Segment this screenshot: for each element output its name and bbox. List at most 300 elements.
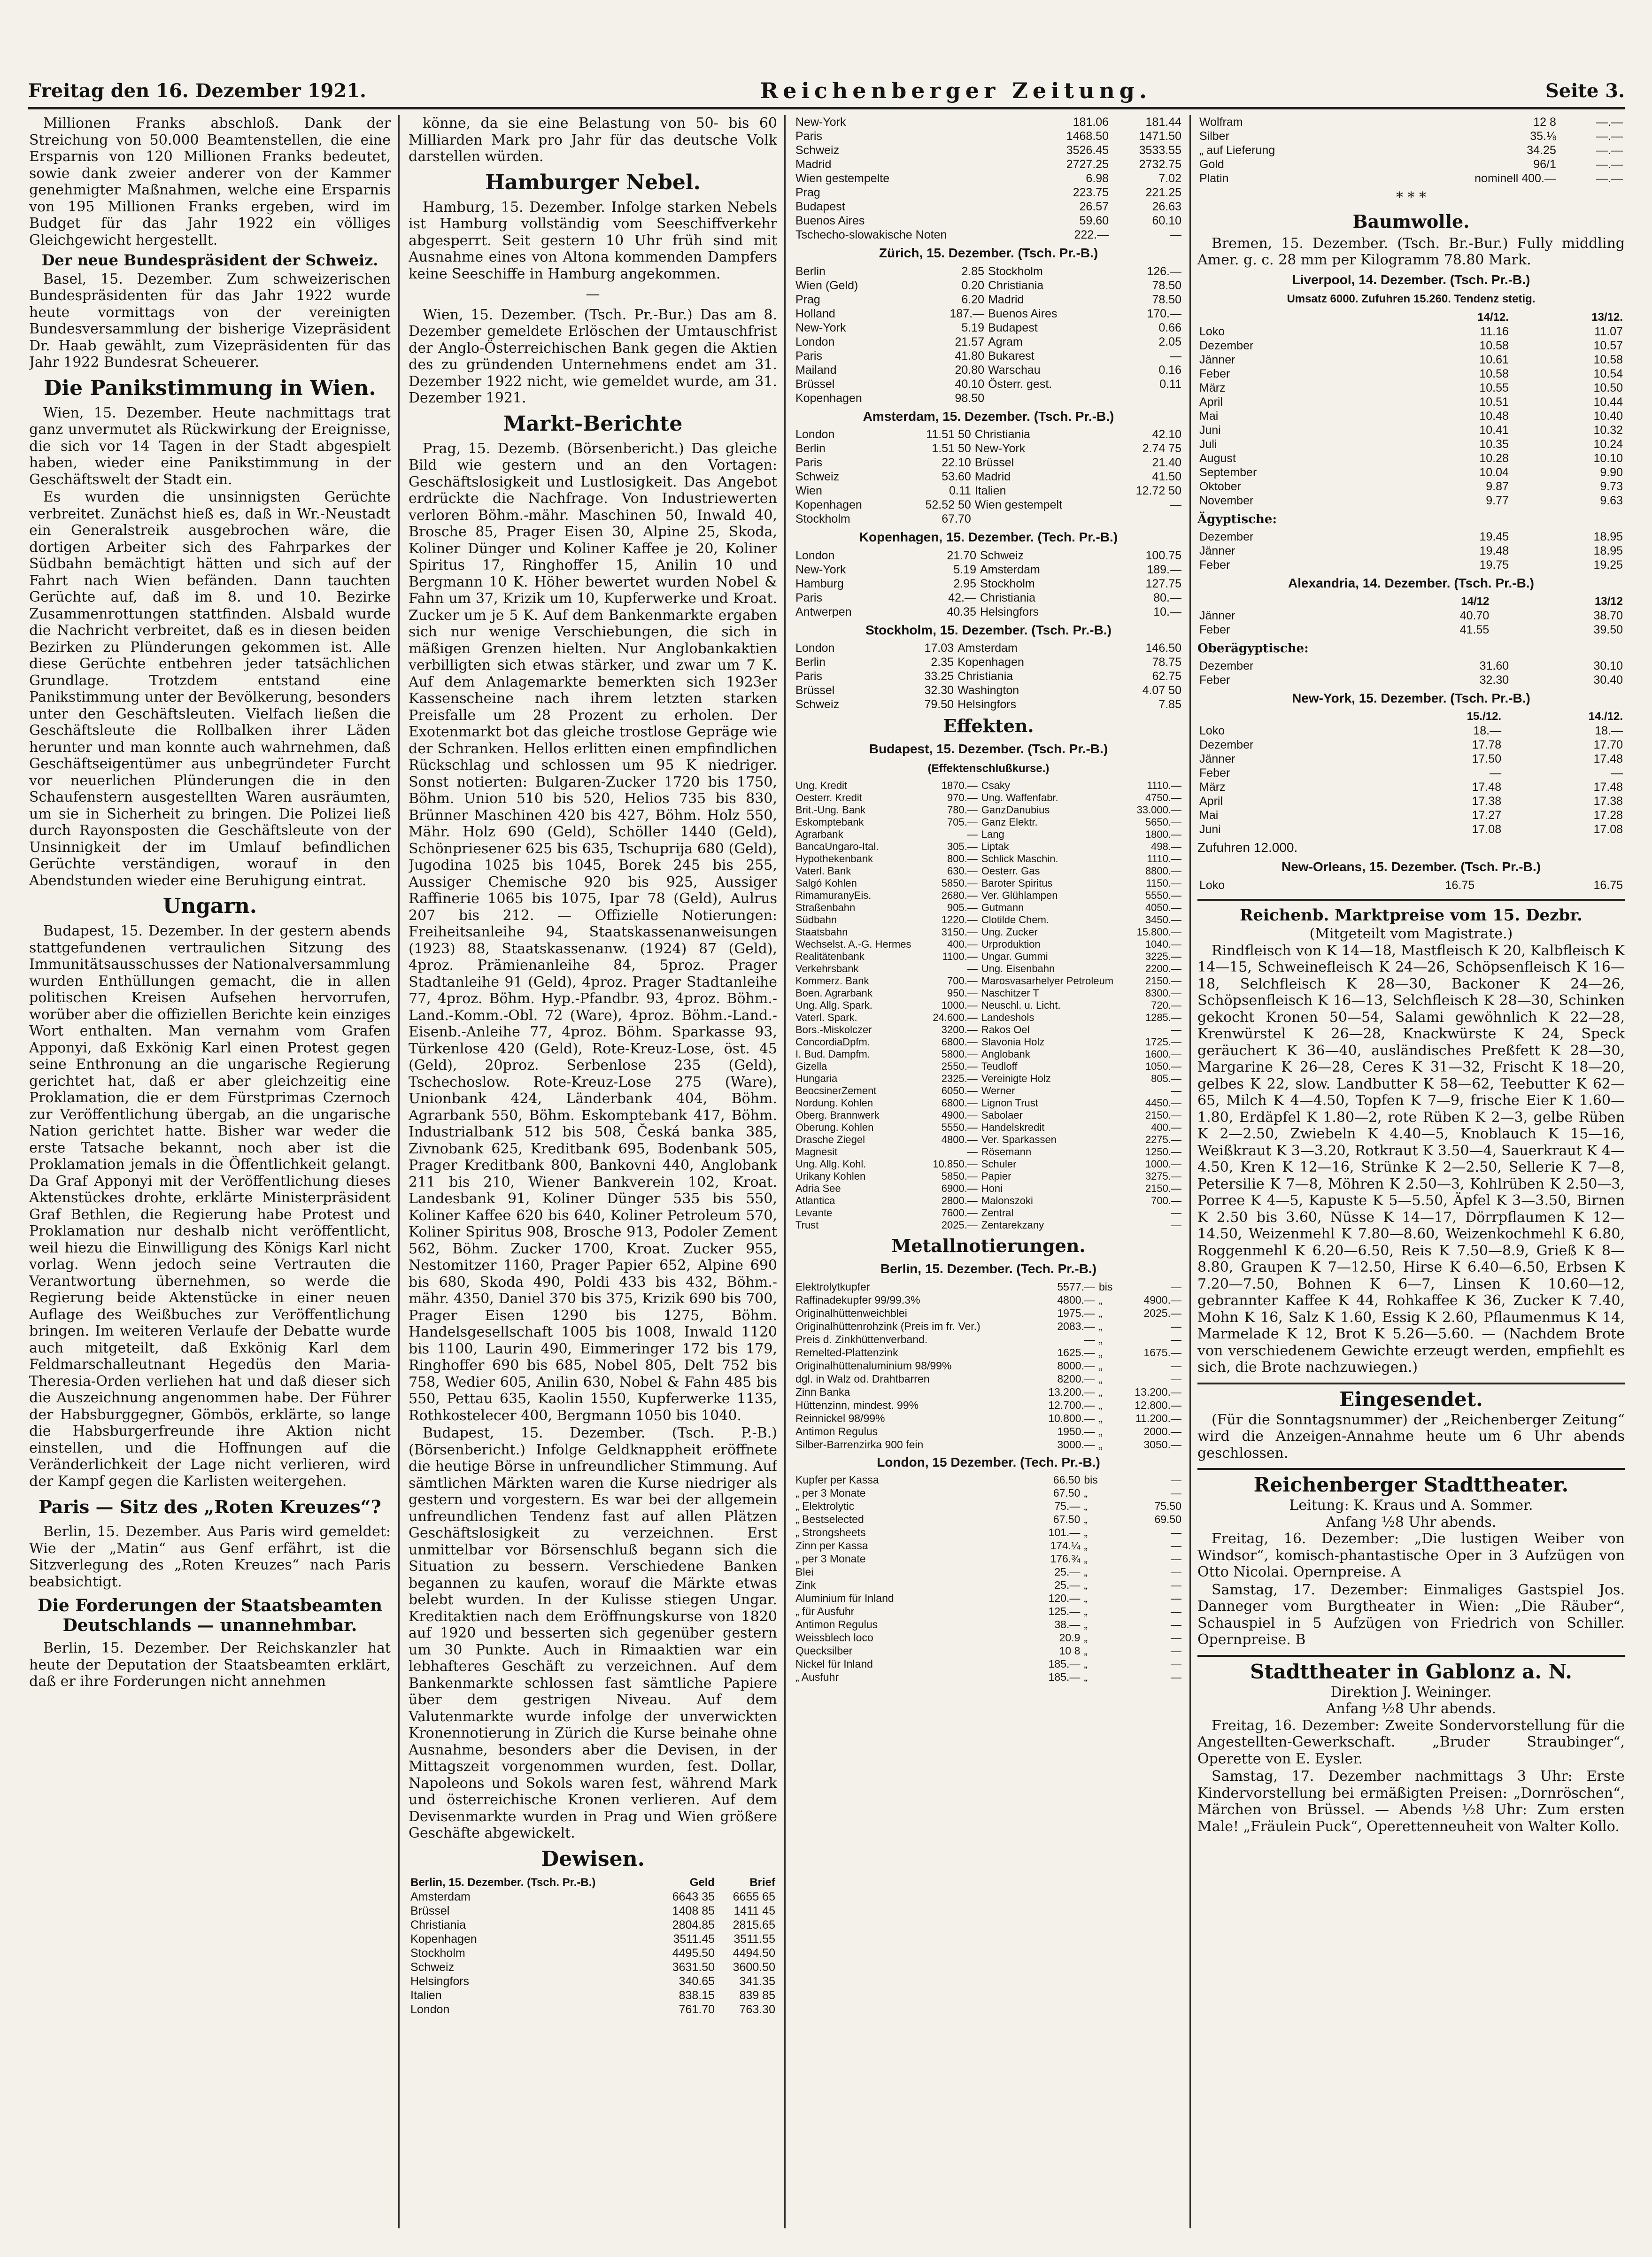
table-cell: 10.58 [1479, 367, 1509, 380]
table-cell: Boen. Agrarbank [795, 987, 872, 999]
table-cell: — [1171, 1320, 1181, 1332]
table-cell: Gizella [795, 1060, 827, 1072]
table-cell: Baroter Spiritus [981, 877, 1053, 889]
theater-direction: Leitung: K. Kraus und A. Sommer. [1289, 1497, 1533, 1514]
table-cell: BeocsinerZement [795, 1085, 877, 1097]
table-cell: „ [1098, 1293, 1103, 1306]
table-row [794, 1280, 1183, 1293]
table-row [1197, 738, 1625, 752]
table-row [794, 889, 1183, 902]
table-row [1197, 673, 1625, 687]
table-row [1197, 558, 1625, 572]
table-cell: 11.200.— [1135, 1412, 1181, 1424]
table-cell: Quecksilber [795, 1645, 853, 1657]
market-prices-box [1197, 899, 1625, 1376]
table-cell: 17.27 [1472, 808, 1502, 822]
table-cell: 10.35 [1479, 437, 1509, 451]
table-cell: 189.— [1147, 563, 1181, 576]
table-cell: 6050.— [941, 1085, 978, 1097]
table-cell: 41.50 [1152, 470, 1181, 483]
table-cell: 221.25 [1145, 186, 1181, 199]
table-cell: Jänner [1199, 752, 1235, 765]
column-rule [784, 115, 786, 2228]
table-cell: 2025.— [941, 1219, 978, 1231]
table-cell: 2680.— [941, 889, 978, 901]
table-note: Zufuhren 12.000. [1197, 840, 1298, 855]
table-cell: Loko [1199, 878, 1225, 892]
table-cell: 75.50 [1154, 1500, 1181, 1512]
table-cell: Wien gestempelte [795, 172, 890, 185]
table-cell: Silber [1199, 130, 1229, 143]
table-cell: 1150.— [1146, 877, 1181, 889]
table-cell: Neuschl. u. Licht. [981, 999, 1061, 1011]
table-row [794, 1526, 1183, 1539]
table-cell: 1000.— [1145, 1158, 1181, 1170]
table-cell: Ungar. Gummi [981, 951, 1048, 962]
table-cell: 31.60 [1479, 659, 1509, 672]
table-cell: 1050.— [1145, 1060, 1181, 1072]
table-row [794, 278, 1183, 293]
table-cell: Reinnickel 98/99% [795, 1412, 885, 1424]
table-cell: 13.200.— [1135, 1385, 1181, 1398]
table-cell: Tschecho-slowakische Noten [795, 228, 947, 241]
table-row [1197, 143, 1625, 157]
table-cell: Nickel für Inland [795, 1658, 873, 1670]
table-cell: 400.— [947, 938, 978, 950]
table-cell: Aluminium für Inland [795, 1592, 894, 1604]
table-cell: 125.— [1048, 1605, 1081, 1617]
article-text: könne, da sie eine Belastung von 50- bis 60 Milliarden Mark pro Jahr für das deutsche Volk darstellen würden. [409, 115, 777, 165]
table-cell: 101.— [1048, 1526, 1081, 1538]
table-cell: — [1170, 228, 1181, 241]
table-cell: Italien [410, 1988, 442, 2002]
table-cell: Hypothekenbank [795, 853, 873, 865]
table-row [1197, 353, 1625, 367]
table-cell: Kommerz. Bank [795, 975, 869, 987]
table-row [1197, 115, 1625, 129]
table-cell: April [1199, 395, 1223, 409]
table-cell: Loko [1199, 724, 1225, 737]
table-cell: 67.70 [942, 512, 971, 526]
table-cell: 181.06 [1073, 116, 1109, 129]
table-cell: „ für Ausfuhr [795, 1605, 855, 1617]
table-cell: New-York [795, 116, 846, 129]
table-row [794, 143, 1183, 157]
table-cell: Magnesit [795, 1146, 838, 1158]
table-cell: Schweiz [980, 549, 1024, 562]
table-cell: — [1171, 1605, 1181, 1617]
table-cell: „ [1084, 1553, 1088, 1565]
table-row [794, 1412, 1183, 1425]
table-cell: 9.63 [1600, 494, 1623, 507]
table-cell: 52.52 50 [925, 498, 971, 511]
table-cell: „ Ausfuhr [795, 1671, 839, 1683]
table-row [794, 484, 1183, 498]
header-page-number: Seite 3. [1545, 79, 1625, 102]
table-row [409, 1974, 777, 1988]
table-cell: „ [1084, 1605, 1088, 1617]
table-cell: Warschau [988, 363, 1041, 377]
table-cell: 2150.— [1145, 975, 1181, 987]
table-cell: Brüssel [974, 456, 1014, 469]
table-title: Liverpool, 14. Dezember. (Tsch. Pr.-B.) [1292, 272, 1530, 287]
table-cell: Slavonia Holz [981, 1036, 1045, 1048]
table-cell: 6800.— [941, 1097, 978, 1109]
table-cell: Rakos Oel [981, 1024, 1030, 1036]
table-cell: 5550.— [941, 1121, 978, 1133]
table-row [794, 902, 1183, 914]
table-cell: 13.200.— [1048, 1385, 1095, 1398]
table-cell: „ [1098, 1412, 1103, 1424]
table-cell: Oberung. Kohlen [795, 1121, 874, 1133]
table-cell: „ per 3 Monate [795, 1553, 866, 1565]
table-row [794, 456, 1183, 470]
table-cell: 10.24 [1593, 437, 1623, 451]
table-row [794, 1631, 1183, 1644]
table-cell: Platin [1199, 172, 1229, 185]
table-row [794, 512, 1183, 526]
table-cell: Vaterl. Spark. [795, 1012, 857, 1023]
table-cell: „ [1084, 1513, 1088, 1525]
column-rule [398, 115, 400, 2228]
table-cell: 78.75 [1152, 656, 1181, 669]
table-row [409, 1918, 777, 1932]
table-cell: 2275.— [1145, 1134, 1181, 1145]
table-cell: Buenos Aires [988, 307, 1058, 320]
table-cell: 30.10 [1593, 659, 1623, 672]
table-cell: Weissblech loco [795, 1631, 873, 1644]
table-cell: 8800.— [1145, 865, 1181, 877]
table-cell: — [1171, 1207, 1181, 1219]
table-cell: 5850.— [941, 877, 978, 889]
table-cell: „ Strongsheets [795, 1526, 866, 1538]
table-cell: Dezember [1199, 738, 1254, 751]
table-cell: 1100.— [942, 951, 978, 962]
table-header-row [1197, 310, 1625, 325]
table-cell: 10.54 [1593, 367, 1623, 380]
table-row [794, 1539, 1183, 1552]
table-cell: 11.07 [1594, 325, 1623, 338]
table-cell: 10.04 [1479, 465, 1509, 479]
table-cell: 10 8 [1059, 1645, 1081, 1657]
table-cell: Oesterr. Kredit [795, 792, 862, 804]
table-row [794, 1486, 1183, 1500]
table-cell: 1110.— [1147, 780, 1181, 791]
table-row [794, 951, 1183, 963]
table-cell: Handelskredit [981, 1121, 1045, 1133]
table-cell: London [795, 428, 835, 441]
table-cell: 2732.75 [1139, 158, 1181, 171]
table-cell: September [1199, 465, 1257, 479]
table-cell: 79.50 [924, 698, 954, 711]
table-cell: 22.10 [942, 456, 971, 469]
table-cell: — [1171, 1631, 1181, 1644]
table-cell: 25.— [1054, 1579, 1081, 1591]
table-row [794, 321, 1183, 335]
article-heading: Reichenb. Marktpreise vom 15. Dezbr. [1240, 905, 1583, 925]
table-row [794, 1158, 1183, 1170]
table-row [794, 1024, 1183, 1036]
table-cell: Berlin [795, 264, 826, 278]
table-row [794, 427, 1183, 441]
table-cell: 96/1 [1533, 158, 1556, 171]
table-cell: 34.25 [1527, 144, 1556, 157]
table-row [794, 792, 1183, 804]
table-cell: Wien gestempelt [974, 498, 1062, 511]
table-cell: 2025.— [1143, 1306, 1181, 1319]
table-cell: 2150.— [1145, 1109, 1181, 1121]
table-cell: Trust [795, 1219, 819, 1231]
table-cell: Vereinigte Holz [981, 1073, 1051, 1084]
table-cell: Mailand [795, 363, 837, 377]
table-cell: Salgó Kohlen [795, 877, 857, 889]
table-cell: „ [1098, 1333, 1103, 1345]
table-cell: Christiania [957, 670, 1013, 683]
table-cell: 5.19 [953, 563, 976, 576]
table-row [794, 1195, 1183, 1207]
table-header: 13/12 [1594, 595, 1623, 608]
table-cell: 19.25 [1593, 558, 1623, 572]
table-cell: „ [1084, 1566, 1088, 1578]
table-row [794, 214, 1183, 228]
table-cell: 17.48 [1593, 752, 1623, 765]
table-row [794, 186, 1183, 200]
table-row [794, 1605, 1183, 1618]
article-text: Berlin, 15. Dezember. Aus Paris wird gemeldet: Wie der „Matin“ aus Genf erfährt, ist die Sitzverlegung des „Roten Kreuzes“ nach Paris beabsichtigt. [29, 1523, 391, 1590]
table-row [794, 129, 1183, 143]
table-cell: Honi [981, 1183, 1003, 1194]
table-cell: 3150.— [941, 926, 978, 938]
table-row [794, 1425, 1183, 1438]
article-heading: Hamburger Nebel. [485, 170, 701, 194]
table-cell: — [967, 828, 978, 840]
table-row [794, 1048, 1183, 1060]
table-header: Brief [749, 1876, 775, 1889]
table-cell: Schweiz [410, 1960, 455, 1974]
table-cell: Oberg. Brannwerk [795, 1109, 880, 1121]
table-row [794, 1385, 1183, 1399]
table-cell: Eskomptebank [795, 816, 864, 828]
table-cell: Atlantica [795, 1195, 835, 1206]
table-row [794, 377, 1183, 391]
table-cell: 6900.— [941, 1183, 978, 1194]
table-cell: Ung. Allg. Kohl. [795, 1158, 866, 1170]
table-row [1197, 395, 1625, 409]
table-cell: 17.70 [1593, 738, 1623, 751]
table-cell: 6800.— [941, 1036, 978, 1048]
header-paper-name: Reichenberger Zeitung. [760, 78, 1151, 103]
table-cell: dgl. in Walz od. Drahtbarren [795, 1372, 930, 1385]
exchange-table [794, 264, 1183, 405]
table-cell: Mai [1199, 409, 1219, 423]
table-header: 13/12. [1591, 310, 1623, 324]
table-cell: Brüssel [795, 377, 835, 391]
table-cell: 78.50 [1152, 293, 1181, 306]
table-row [794, 1592, 1183, 1605]
table-cell: 40.10 [955, 377, 985, 391]
table-cell: 40.35 [947, 605, 976, 618]
table-cell: Hamburg [795, 577, 844, 590]
table-cell: Originalhüttenaluminium 98/99% [795, 1359, 952, 1372]
article-text: Budapest, 15. Dezember. (Tsch. P.-B.) (Börsenbericht.) Infolge Geldknappheit eröffnete die heutige Börse in unfreundlicher Stimmung. Auf sämtlichen Märkten waren die Kurse niedriger als gestern und vorgestern. Es war bei der allgemein unfreundlichen Tendenz fast auf allen Plätzen Geschäftslosigkeit zu verzeichnen. Erst unmittelbar vor Börsenschluß begann sich die Situation zu bessern. Verschiedene Banken begannen zu kaufen, worauf die Märkte etwas belebt wurden. In der Kulisse stiegen Ungar. Kreditaktien nach dem Eröffnungskurse von 1820 auf 1920 und besserten sich gegenüber gestern um 30 Punkte. Auch in Rimaaktien war ein lebhafteres Geschäft zu verzeichnen. Auf dem Bankenmarkte schlossen fast sämtliche Papiere über dem gestrigen Niveau. Auf dem Valutenmarkte wurde infolge der unverwickten Kronennotierung in Zürich die Kurse beinahe ohne Ausnahme, besonders aber die Devisen, in der Mittagszeit vorgenommen wurden, fest. Dollar, Napoleons und Sokols waren fest, während Mark und österreichische Kronen verlieren. Auf dem Devisenmarkte wurden in Prag und Wien größere Geschäfte abgewickelt. [409, 1425, 777, 1841]
table-cell: 10.32 [1593, 423, 1623, 437]
table-cell: 1.51 50 [932, 442, 971, 455]
metal-table [794, 1280, 1183, 1451]
table-cell: 10.44 [1593, 395, 1623, 409]
table-cell: Brit.-Ung. Bank [795, 804, 866, 816]
table-cell: Preis d. Zinkhüttenverband. [795, 1333, 928, 1345]
table-cell: „ [1098, 1438, 1103, 1451]
table-cell: 9.73 [1600, 479, 1623, 493]
table-row [794, 1320, 1183, 1333]
table-cell: New-York [974, 442, 1026, 455]
table-cell: 1800.— [1145, 828, 1181, 840]
table-row [794, 264, 1183, 278]
table-cell: 6.98 [1086, 172, 1109, 185]
table-cell: Blei [795, 1566, 814, 1578]
table-row [1197, 437, 1625, 451]
table-cell: 1725.— [1145, 1036, 1181, 1048]
theater-program: Samstag, 17. Dezember: Einmaliges Gastspiel Jos. Danneger vom Burgtheater in Wien: „Die Räuber“, Schauspiel in 5 Aufzügen von Friedrich von Schiller. Opernpreise. B [1197, 1581, 1625, 1648]
table-cell: November [1199, 494, 1254, 507]
table-cell: 5577.— [1057, 1280, 1095, 1293]
table-cell: — [1171, 1024, 1181, 1036]
table-row [794, 853, 1183, 865]
table-cell: Juni [1199, 423, 1221, 437]
table-cell: Teudloff [981, 1060, 1018, 1072]
table-cell: 1110.— [1147, 853, 1181, 865]
table-cell: 3511.55 [733, 1932, 775, 1946]
cotton-table [1197, 659, 1625, 687]
table-row [1197, 171, 1625, 186]
table-cell: Antimon Regulus [795, 1618, 878, 1631]
table-cell: 35.⅛ [1530, 130, 1556, 143]
table-cell: 100.75 [1145, 549, 1181, 562]
article-text: Basel, 15. Dezember. Zum schweizerischen Bundespräsidenten für das Jahr 1922 wurde heute vormittags von der vereinigten Bundesversammlung der bisherige Vizepräsident Dr. Haab gewählt, zum Vizepräsidenten für das Jahr 1922 Bundesrat Scheuerer. [29, 271, 391, 371]
table-cell: 12.72 50 [1135, 484, 1181, 497]
table-row [794, 841, 1183, 853]
notice-box [1197, 1383, 1625, 1462]
table-cell: 19.48 [1479, 544, 1509, 557]
table-row [794, 1121, 1183, 1134]
table-row [409, 1904, 777, 1918]
table-row [1197, 465, 1625, 479]
table-cell [1109, 512, 1183, 526]
table-cell: „ [1084, 1500, 1088, 1512]
table-cell: Ung. Allg. Spark. [795, 999, 872, 1011]
table-cell: 17.78 [1472, 738, 1502, 751]
table-cell: 10.58 [1593, 353, 1623, 366]
table-cell: Agrarbank [795, 828, 843, 840]
table-cell: „ [1098, 1372, 1103, 1385]
table-row [1197, 878, 1625, 892]
table-cell: — [1171, 1372, 1181, 1385]
table-cell: nominell 400.— [1474, 172, 1556, 185]
table-cell: 2000.— [1143, 1425, 1181, 1438]
table-row [794, 1500, 1183, 1513]
table-cell: Paris [795, 670, 822, 683]
table-cell: Stockholm [988, 264, 1043, 278]
table-row [794, 641, 1183, 655]
table-row [794, 335, 1183, 349]
column-2 [409, 115, 777, 2228]
table-cell: 17.50 [1472, 752, 1502, 765]
table-cell: „ [1084, 1618, 1088, 1631]
table-cell: Berlin [795, 656, 826, 669]
table-cell: Straßenbahn [795, 902, 856, 913]
table-cell: 120.— [1048, 1592, 1081, 1604]
table-cell: 174.¼ [1050, 1539, 1081, 1552]
table-cell: 1468.50 [1066, 130, 1109, 143]
table-row [794, 563, 1183, 577]
table-cell: Feber [1199, 558, 1230, 572]
table-cell: Ung. Waffenfabr. [981, 792, 1058, 804]
table-cell: 5850.— [941, 1170, 978, 1182]
table-cell: 2.95 [953, 577, 976, 590]
table-header: 14/12. [1477, 310, 1509, 324]
table-cell: Brüssel [410, 1904, 450, 1917]
table-cell: „ Elektrolytic [795, 1500, 855, 1512]
exchange-table [794, 641, 1183, 711]
table-cell: Jänner [1199, 609, 1235, 622]
table-cell: 18.— [1473, 724, 1502, 737]
table-row [794, 157, 1183, 171]
table-cell: Adria See [795, 1183, 841, 1194]
table-cell: 24.600.— [933, 1012, 978, 1023]
table-cell: 75.— [1054, 1500, 1081, 1512]
theater-direction: Direktion J. Weininger. [1330, 1684, 1492, 1700]
table-cell: Sabolaer [981, 1109, 1023, 1121]
table-cell: Südbahn [795, 914, 837, 926]
table-row [794, 1183, 1183, 1195]
table-cell: New-York [795, 563, 846, 576]
table-cell: Juni [1199, 822, 1221, 836]
table-cell: Csaky [981, 780, 1010, 791]
theater-ad [1197, 1655, 1625, 1835]
table-cell: — [1171, 1553, 1181, 1565]
table-cell: Antwerpen [795, 605, 852, 618]
table-cell: BancaUngaro-Ital. [795, 841, 879, 852]
theater-ad [1197, 1468, 1625, 1648]
table-row [794, 171, 1183, 186]
cotton-table [1197, 710, 1625, 836]
table-cell: 40.70 [1459, 609, 1490, 622]
table-cell: Ung. Kredit [795, 780, 848, 791]
table-cell: Amsterdam [410, 1890, 471, 1903]
article-heading: Die Panikstimmung in Wien. [44, 376, 376, 400]
table-cell: 7.02 [1158, 172, 1181, 185]
table-cell: — [1490, 766, 1502, 780]
table-cell: 170.— [1147, 307, 1181, 320]
table-cell: Prag [795, 293, 820, 306]
table-cell [973, 512, 1110, 526]
table-cell: „ [1084, 1631, 1088, 1644]
table-row [794, 804, 1183, 816]
table-title: Budapest, 15. Dezember. (Tsch. Pr.-B.) [869, 742, 1108, 756]
table-row [794, 1399, 1183, 1412]
table-row [1197, 822, 1625, 836]
table-cell: 39.50 [1593, 623, 1623, 636]
table-cell: — [1171, 1645, 1181, 1657]
cotton-table [1197, 310, 1625, 508]
table-cell: 1411 45 [733, 1904, 775, 1917]
table-cell: 970.— [947, 792, 978, 804]
table-cell: Christiania [988, 278, 1044, 292]
table-cell: 0.66 [1158, 321, 1181, 334]
table-cell: Silber-Barrenzirka 900 fein [795, 1438, 924, 1451]
exchange-table [794, 549, 1183, 619]
table-cell: 3000.— [1057, 1438, 1095, 1451]
